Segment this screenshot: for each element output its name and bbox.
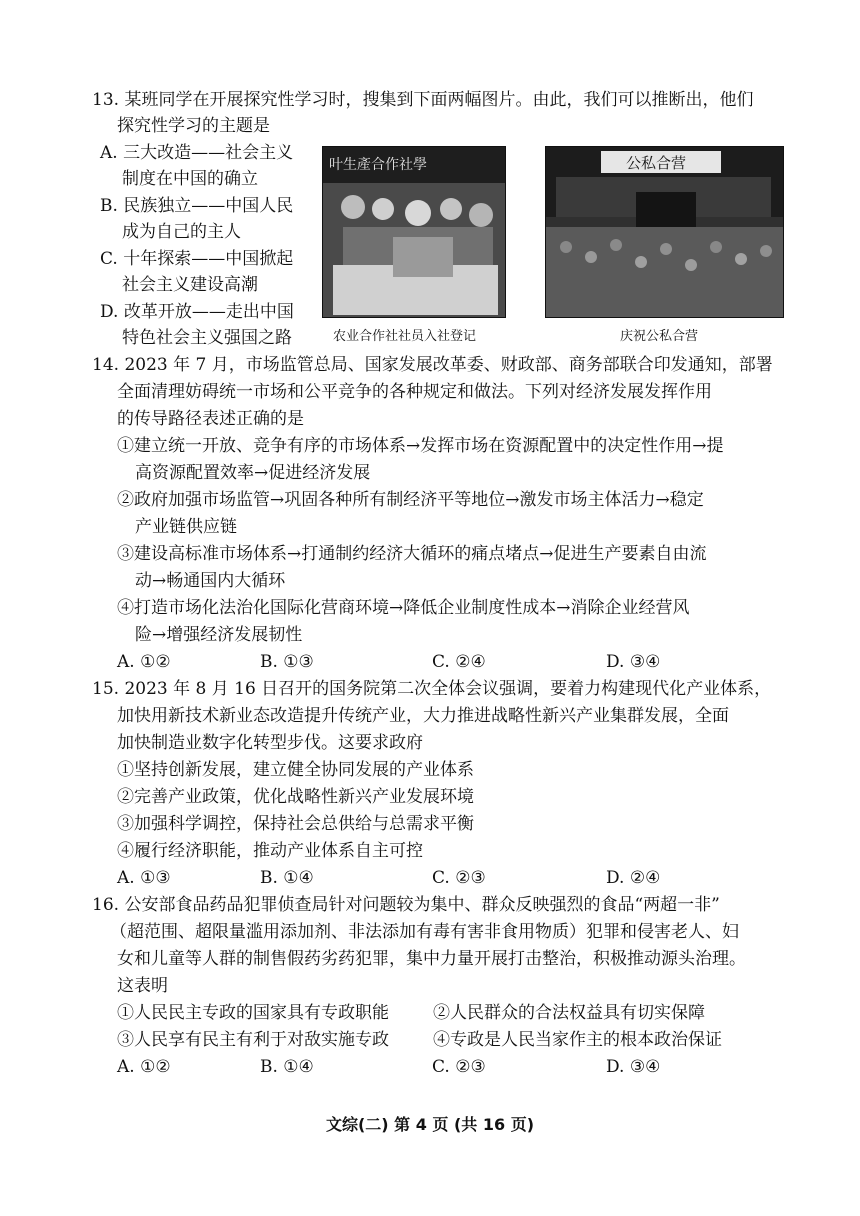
photo-1-banner: 叶生產合作社學 xyxy=(329,157,427,173)
q16-statement-1: ①人民民主专政的国家具有专政职能 xyxy=(117,1003,389,1023)
q15-choice-b: B. ①④ xyxy=(260,868,314,888)
q14-statement-1-cont: 高资源配置效率→促进经济发展 xyxy=(135,463,371,483)
q14-statement-4-cont: 险→增强经济发展韧性 xyxy=(135,625,303,645)
q14-stem-line3: 的传导路径表述正确的是 xyxy=(117,409,304,429)
q15-stem-line2: 加快用新技术新业态改造提升传统产业，大力推进战略性新兴产业集群发展，全面 xyxy=(117,706,729,726)
q16-stem-line2: （超范围、超限量滥用添加剂、非法添加有毒有害非食用物质）犯罪和侵害老人、妇 xyxy=(110,922,739,942)
q15-choice-a: A. ①③ xyxy=(117,868,171,888)
photo-1-illustration xyxy=(323,147,505,317)
q14-stem-line1: 14. 2023 年 7 月，市场监管总局、国家发展改革委、财政部、商务部联合印发通知，部署 xyxy=(92,355,773,375)
q15-choice-c: C. ②③ xyxy=(432,868,486,888)
q15-choice-d: D. ②④ xyxy=(606,868,661,888)
q14-statement-3-cont: 动→畅通国内大循环 xyxy=(135,571,286,591)
q13-option-c: C. 十年探索——中国掀起 xyxy=(100,249,294,269)
photo-agricultural-coop-registration xyxy=(322,146,506,318)
q14-choice-a: A. ①② xyxy=(117,652,171,672)
q16-statement-2: ②人民群众的合法权益具有切实保障 xyxy=(433,1003,705,1023)
q16-stem-line3: 女和儿童等人群的制售假药劣药犯罪，集中力量开展打击整治，积极推动源头治理。 xyxy=(117,949,746,969)
q14-statement-2: ②政府加强市场监管→巩固各种所有制经济平等地位→激发市场主体活力→稳定 xyxy=(117,490,704,510)
photo-public-private-celebration xyxy=(545,146,784,318)
photo-2-caption: 庆祝公私合营 xyxy=(620,329,699,344)
q14-stem-line2: 全面清理妨碍统一市场和公平竞争的各种规定和做法。下列对经济发展发挥作用 xyxy=(117,382,712,402)
q13-option-d: D. 改革开放——走出中国 xyxy=(100,302,294,322)
q14-choice-d: D. ③④ xyxy=(606,652,661,672)
q16-choice-d: D. ③④ xyxy=(606,1057,661,1077)
q13-option-b-cont: 成为自己的主人 xyxy=(122,222,241,242)
q13-option-a-cont: 制度在中国的确立 xyxy=(122,169,258,189)
photo-2-illustration xyxy=(546,147,783,317)
q15-statement-2: ②完善产业政策，优化战略性新兴产业发展环境 xyxy=(117,787,474,807)
q13-stem-line2: 探究性学习的主题是 xyxy=(117,116,270,136)
q13-option-d-cont: 特色社会主义强国之路 xyxy=(122,328,292,348)
q16-statement-4: ④专政是人民当家作主的根本政治保证 xyxy=(433,1030,722,1050)
q14-statement-1: ①建立统一开放、竞争有序的市场体系→发挥市场在资源配置中的决定性作用→提 xyxy=(117,436,724,456)
q16-stem-line1: 16. 公安部食品药品犯罪侦查局针对问题较为集中、群众反映强烈的食品“两超一非” xyxy=(92,895,720,915)
q14-statement-4: ④打造市场化法治化国际化营商环境→降低企业制度性成本→消除企业经营风 xyxy=(117,598,690,618)
q16-choice-b: B. ①④ xyxy=(260,1057,314,1077)
q13-option-c-cont: 社会主义建设高潮 xyxy=(122,275,258,295)
photo-1-caption: 农业合作社社员入社登记 xyxy=(333,329,477,344)
photo-2-banner: 公私合营 xyxy=(626,154,687,172)
q16-statement-3: ③人民享有民主有利于对敌实施专政 xyxy=(117,1030,389,1050)
q14-statement-3: ③建设高标准市场体系→打通制约经济大循环的痛点堵点→促进生产要素自由流 xyxy=(117,544,707,564)
page-footer: 文综(二) 第 4 页 (共 16 页) xyxy=(325,1115,535,1134)
q16-stem-line4: 这表明 xyxy=(117,976,168,996)
q13-option-a: A. 三大改造——社会主义 xyxy=(100,143,294,163)
q15-stem-line1: 15. 2023 年 8 月 16 日召开的国务院第二次全体会议强调，要着力构建现代化产业体系， xyxy=(92,679,772,699)
q13-stem-line1: 13. 某班同学在开展探究性学习时，搜集到下面两幅图片。由此，我们可以推断出，他们 xyxy=(92,90,754,110)
q16-choice-c: C. ②③ xyxy=(432,1057,486,1077)
q16-choice-a: A. ①② xyxy=(117,1057,171,1077)
q15-statement-4: ④履行经济职能，推动产业体系自主可控 xyxy=(117,841,423,861)
q15-statement-1: ①坚持创新发展，建立健全协同发展的产业体系 xyxy=(117,760,474,780)
q13-option-b: B. 民族独立——中国人民 xyxy=(100,196,294,216)
q14-choice-b: B. ①③ xyxy=(260,652,314,672)
q15-statement-3: ③加强科学调控，保持社会总供给与总需求平衡 xyxy=(117,814,474,834)
q14-choice-c: C. ②④ xyxy=(432,652,486,672)
q15-stem-line3: 加快制造业数字化转型步伐。这要求政府 xyxy=(117,733,423,753)
q14-statement-2-cont: 产业链供应链 xyxy=(135,517,237,537)
